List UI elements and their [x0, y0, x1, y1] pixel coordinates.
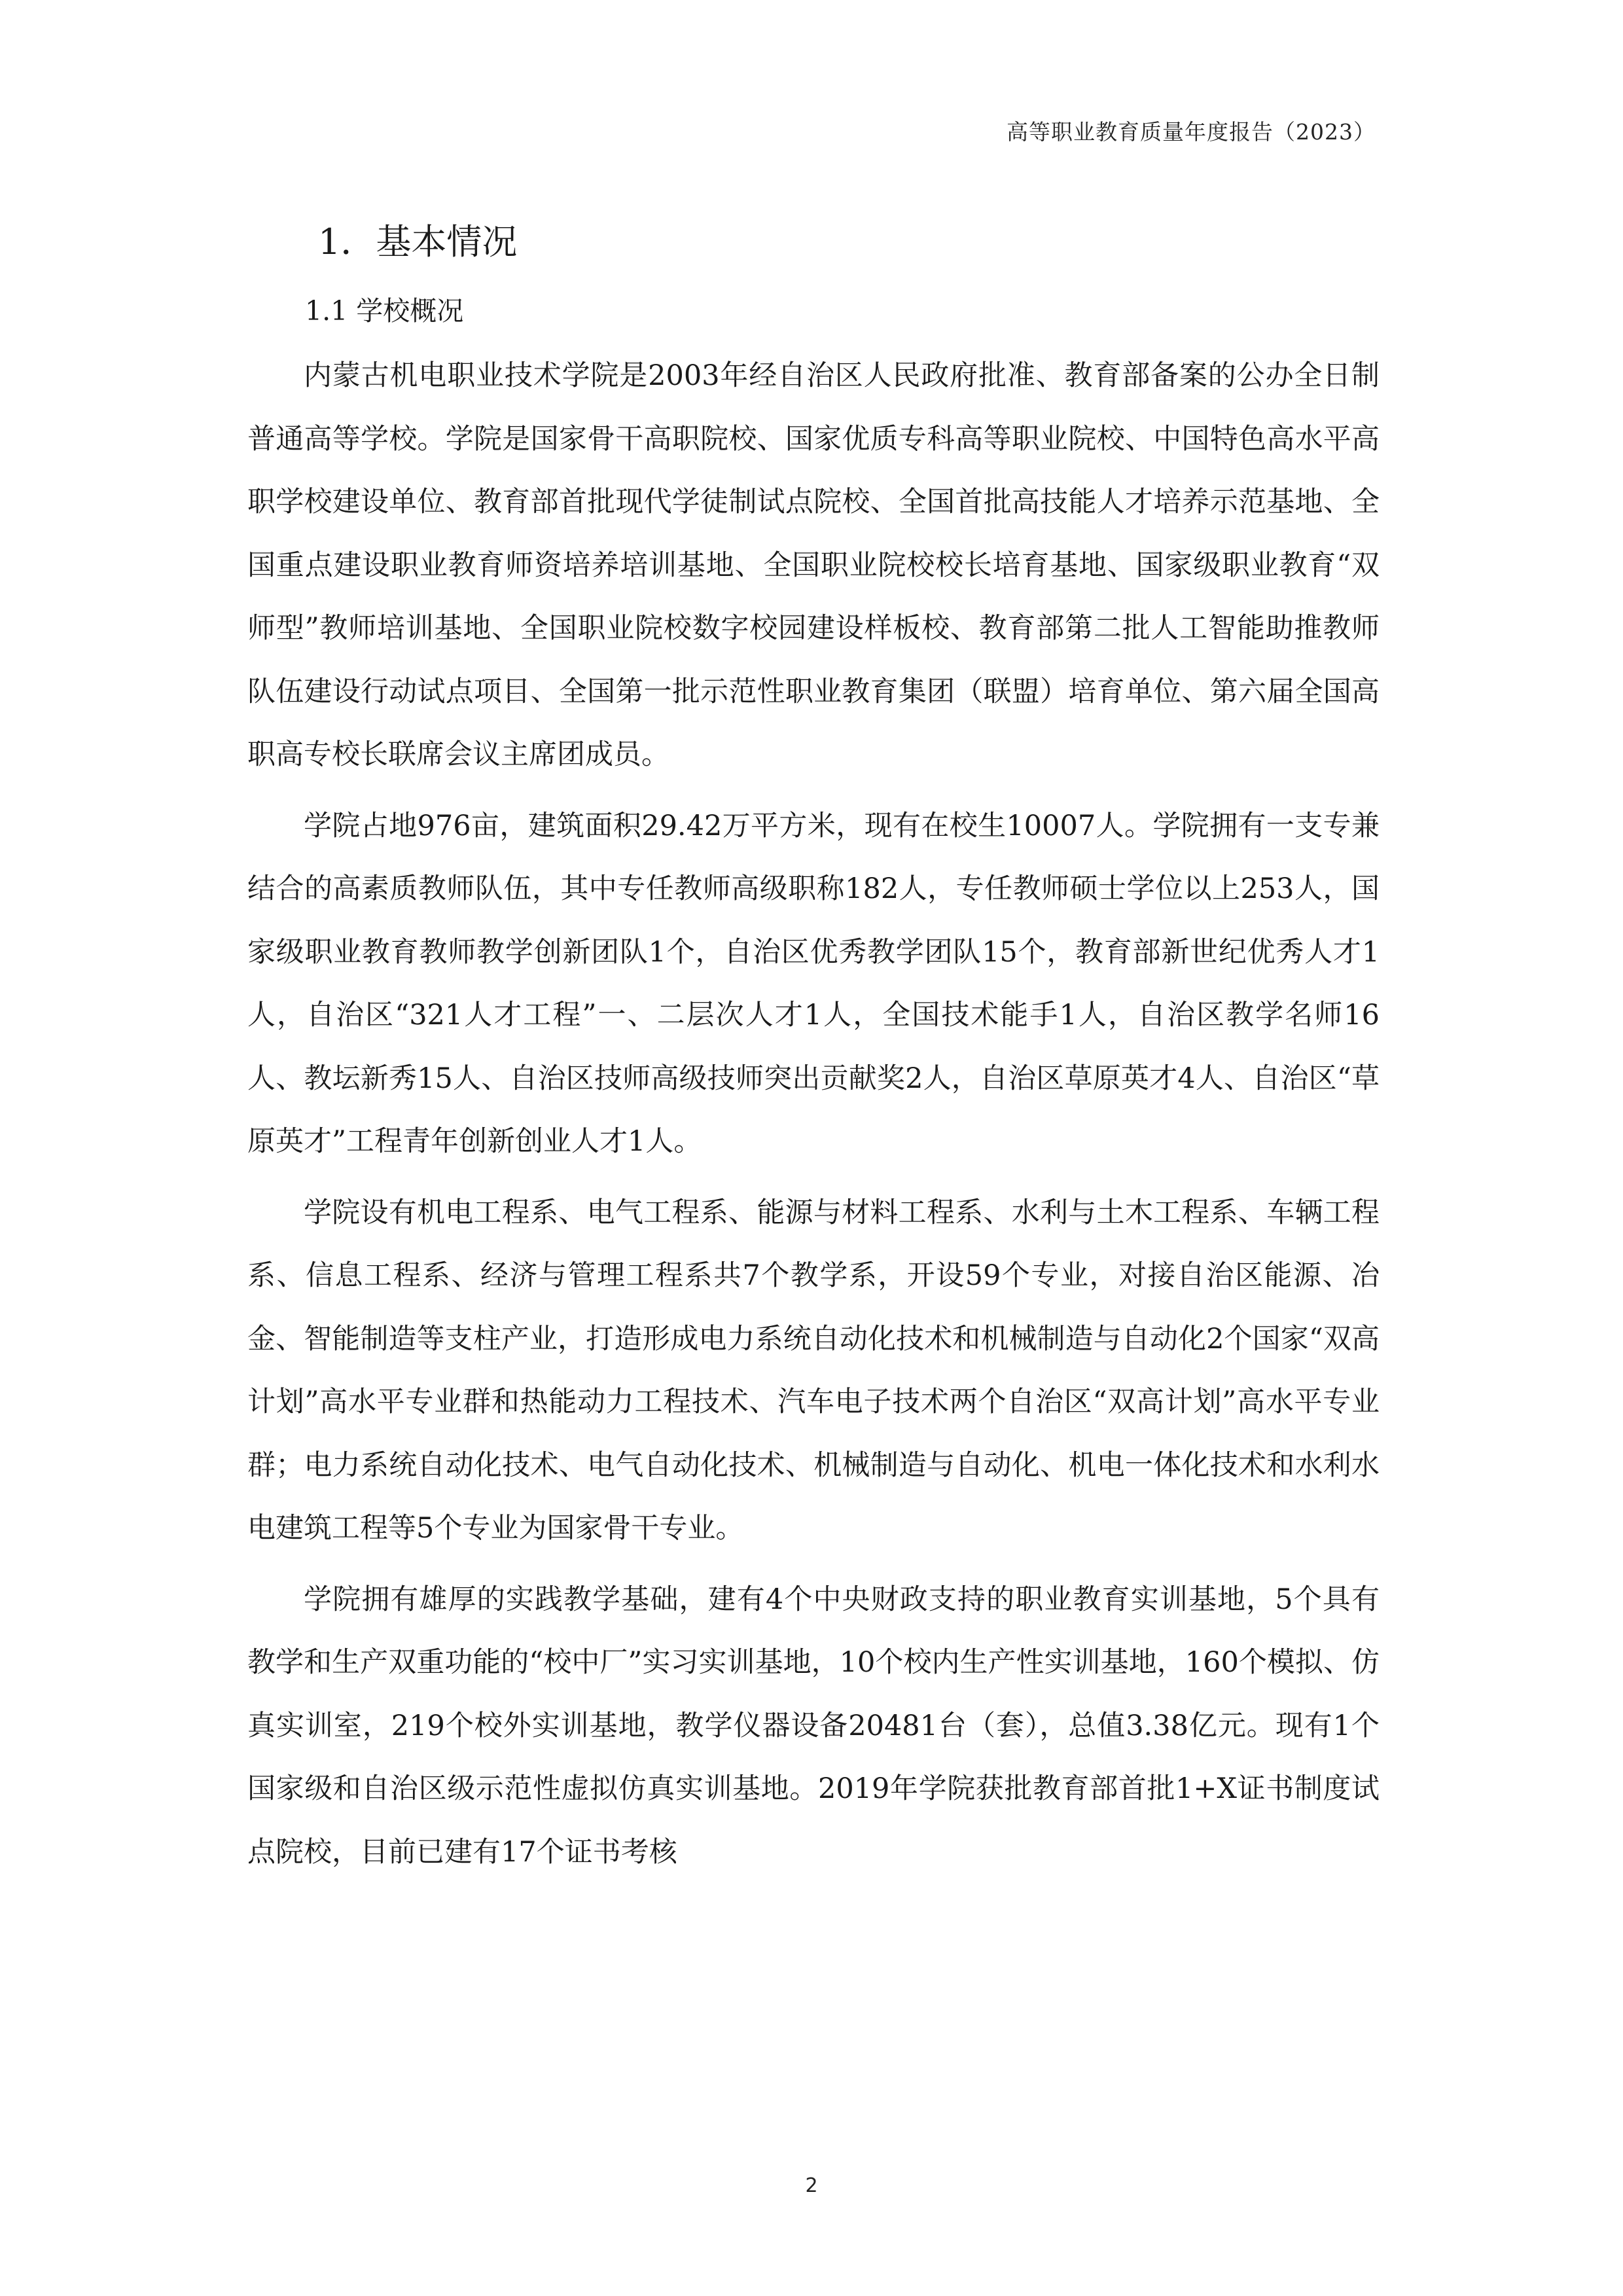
running-header: 高等职业教育质量年度报告（2023） [1007, 119, 1376, 145]
section-heading: 1．基本情况 [318, 221, 518, 262]
subsection-heading: 1.1 学校概况 [305, 295, 464, 327]
paragraph-departments: 学院设有机电工程系、电气工程系、能源与材料工程系、水利与土木工程系、车辆工程系、信息工程系、经济与管理工程系共7个教学系，开设59个专业，对接自治区能源、冶金、智能制造等支柱产业，打造形成电力系统自动化技术和机械制造与自动化2个国家“双高计划”高水平专业群和热能动力工程技术、汽车电子技术两个自治区“双高计划”高水平专业群；电力系统自动化技术、电气自动化技术、机械制造与自动化、机电一体化技术和水利水电建筑工程等5个专业为国家骨干专业。 [247, 1196, 1380, 1545]
paragraph-overview: 内蒙古机电职业技术学院是2003年经自治区人民政府批准、教育部备案的公办全日制普通高等学校。学院是国家骨干高职院校、国家优质专科高等职业院校、中国特色高水平高职学校建设单位、教育部首批现代学徒制试点院校、全国首批高技能人才培养示范基地、全国重点建设职业教育师资培养培训基地、全国职业院校校长培育基地、国家级职业教育“双师型”教师培训基地、全国职业院校数字校园建设样板校、教育部第二批人工智能助推教师队伍建设行动试点项目、全国第一批示范性职业教育集团（联盟）培育单位、第六届全国高职高专校长联席会议主席团成员。 [247, 359, 1380, 771]
page-content [247, 209, 1380, 1892]
paragraph-faculty: 学院占地976亩，建筑面积29.42万平方米，现有在校生10007人。学院拥有一支专兼结合的高素质教师队伍，其中专任教师高级职称182人，专任教师硕士学位以上253人，国家级职业教育教师教学创新团队1个，自治区优秀教学团队15个，教育部新世纪优秀人才1人，自治区“321人才工程”一、二层次人才1人，全国技术能手1人，自治区教学名师16人、教坛新秀15人、自治区技师高级技师突出贡献奖2人，自治区草原英才4人、自治区“草原英才”工程青年创新创业人才1人。 [247, 809, 1380, 1158]
page-number: 2 [805, 2174, 818, 2197]
paragraph-practice-bases: 学院拥有雄厚的实践教学基础，建有4个中央财政支持的职业教育实训基地，5个具有教学和生产双重功能的“校中厂”实习实训基地，10个校内生产性实训基地，160个模拟、仿真实训室，219个校外实训基地，教学仪器设备20481台（套），总值3.38亿元。现有1个国家级和自治区级示范性虚拟仿真实训基地。2019年学院获批教育部首批1+X证书制度试点院校，目前已建有17个证书考核 [247, 1583, 1380, 1869]
